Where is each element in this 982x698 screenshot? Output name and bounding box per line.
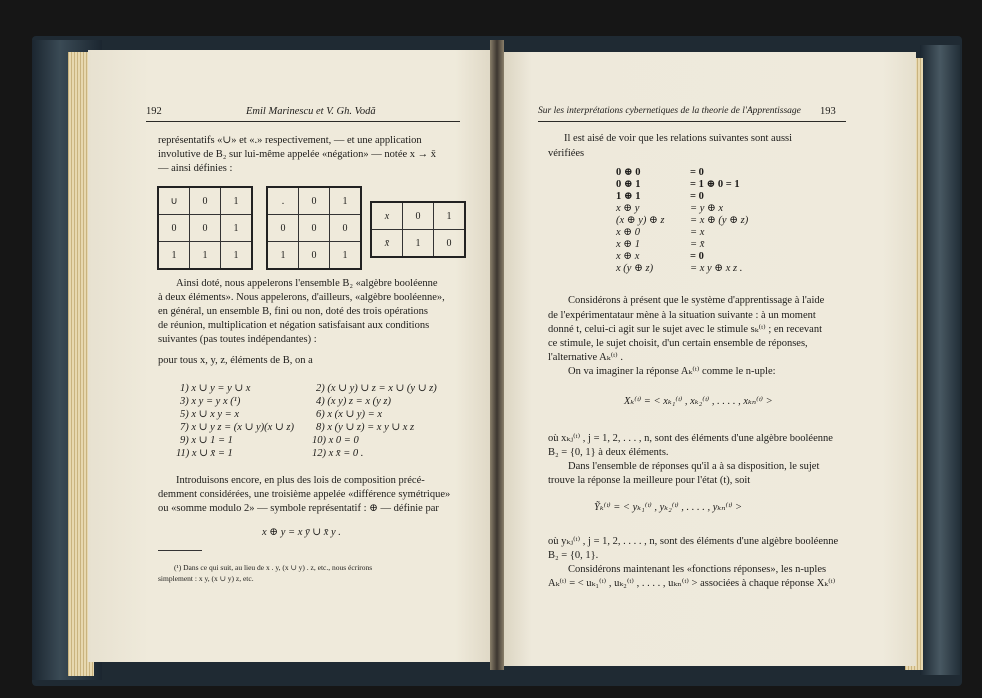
table-cell: 1 [434,202,466,230]
text-line: de réunion, multiplication et négation satisfaisant aux conditions [158,320,430,331]
relation-rhs: = x ⊕ (y ⊕ z) [690,215,749,226]
header-rule [146,121,460,122]
text-line: involutive de B₂ sur lui-même appelée «négation» — notée x → x̄ [158,149,437,160]
relation-lhs: x ⊕ y [616,203,640,214]
axiom: 5) x ∪ x y = x [180,409,240,420]
axiom: 10) x 0 = 0 [312,435,359,446]
text-line: Aₖ⁽ᵗ⁾ = < uₖ₁⁽ᵗ⁾ , uₖ₂⁽ᵗ⁾ , . . . . , uₖₙ⁽ᵗ⁾ > associées à chaque réponse Xₖ⁽ᵗ⁾ [548,578,836,589]
text-line: Ainsi doté, nous appelerons l'ensemble B₂ «algèbre booléenne [176,278,438,289]
formula-x: Xₖ⁽ᵗ⁾ = < xₖ₁⁽ᵗ⁾ , xₖ₂⁽ᵗ⁾ , . . . . , xₖₙ⁽ᵗ⁾ > [624,396,773,407]
axiom: 2) (x ∪ y) ∪ z = x ∪ (y ∪ z) [316,383,437,394]
text-line: Considérons à présent que le système d'apprentissage à l'aide [568,295,825,306]
table-cell: 0 [403,202,434,230]
page-number: 193 [820,106,836,117]
xor-definition: x ⊕ y = x ȳ ∪ x̄ y . [262,527,341,538]
relation-rhs: = x y ⊕ x z . [690,263,743,274]
table-cell: x [371,202,403,230]
relation-lhs: 1 ⊕ 1 [616,191,641,202]
axiom: 1) x ∪ y = y ∪ x [180,383,251,394]
text-line: ce stimule, le sujet choisit, d'un certain ensemble de réponses, [548,338,808,349]
truth-table-or [157,186,253,270]
relation-lhs: (x ⊕ y) ⊕ z [616,215,665,226]
table-cell: 0 [299,215,330,242]
table-cell: 1 [221,242,253,270]
table-cell: ∪ [158,187,190,215]
text-line: suivantes (pas toutes indépendantes) : [158,334,317,345]
relation-lhs: x (y ⊕ z) [616,263,654,274]
axiom: 8) x (y ∪ z) = x y ∪ x z [316,422,415,433]
right-page [498,52,916,666]
text-line: pour tous x, y, z, éléments de B, on a [158,355,313,366]
table-cell: 0 [267,215,299,242]
axiom: 7) x ∪ y z = (x ∪ y)(x ∪ z) [180,422,294,433]
relation-rhs: = 1 ⊕ 0 = 1 [690,179,740,190]
table-cell: 0 [330,215,362,242]
text-line: demment considérées, une troisième appelée «différence symétrique» [158,489,451,500]
axiom: 3) x y = y x (¹) [180,396,241,407]
footnote-line: (¹) Dans ce qui suit, au lieu de x . y, (x ∪ y) . z, etc., nous écrirons [174,563,373,572]
relation-lhs: x ⊕ 0 [616,227,640,238]
text-line: Considérons maintenant les «fonctions réponses», les n-uples [568,564,827,575]
table-cell: 0 [299,187,330,215]
relation-rhs: = x [690,227,705,238]
relation-lhs: 0 ⊕ 0 [616,167,641,178]
table-cell: 1 [221,215,253,242]
axiom: 6) x (x ∪ y) = x [316,409,383,420]
table-cell: 1 [221,187,253,215]
table-cell: 1 [330,187,362,215]
truth-table-and [266,186,362,270]
text-line: vérifiées [548,148,585,159]
text-line: Il est aisé de voir que les relations suivantes sont aussi [564,133,793,144]
text-line: donné t, celui-ci agit sur le sujet avec le stimule sₖ⁽ᵗ⁾ ; en recevant [548,324,822,335]
running-head: Sur les interprétations cybernetiques de la theorie de l'Apprentissage [538,106,801,116]
running-head: Emil Marinescu et V. Gh. Vodă [246,106,376,117]
relation-rhs: = x̄ [690,239,705,250]
text-line: où yₖⱼ⁽ᵗ⁾ , j = 1, 2, . . . . , n, sont des éléments d'une algèbre booléenne [548,536,839,547]
text-line: B₂ = {0, 1}. [548,550,599,561]
footnote-rule [158,550,202,551]
text-line: représentatifs «∪» et «.» respectivement, — et une application [158,135,422,146]
table-cell: . [267,187,299,215]
relation-lhs: x ⊕ x [616,251,640,262]
table-cell: 1 [330,242,362,270]
text-line: à deux éléments». Nous appelerons, d'ailleurs, «algèbre booléenne», [158,292,445,303]
text-line: Dans l'ensemble de réponses qu'il a à sa disposition, le sujet [568,461,820,472]
page-number: 192 [146,106,162,117]
relation-lhs: x ⊕ 1 [616,239,640,250]
axiom: 12) x x̄ = 0 . [312,448,364,459]
table-cell: 0 [158,215,190,242]
text-line: trouve la réponse la meilleure pour l'état (t), soit [548,475,751,486]
table-cell: 0 [299,242,330,270]
relation-rhs: = 0 [690,167,704,178]
text-line: B₂ = {0, 1} à deux éléments. [548,447,669,458]
table-cell: 0 [434,230,466,258]
text-line: On va imaginer la réponse Aₖ⁽ᵗ⁾ comme le n-uple: [568,366,776,377]
left-page [88,50,496,662]
axiom: 9) x ∪ 1 = 1 [180,435,233,446]
table-cell: x̄ [371,230,403,258]
text-line: de l'expérimentataur mène à la situation suivante : à un moment [548,310,816,321]
table-cell: 1 [158,242,190,270]
text-line: ou «somme modulo 2» — symbole représentatif : ⊕ — définie par [158,503,439,514]
table-cell: 1 [267,242,299,270]
text-line: — ainsi définies : [158,163,233,174]
axiom: 4) (x y) z = x (y z) [316,396,392,407]
relation-rhs: = 0 [690,191,704,202]
relation-rhs: = y ⊕ x [690,203,724,214]
relation-lhs: 0 ⊕ 1 [616,179,641,190]
book-cover-right-edge [920,45,960,675]
formula-y: Ỹₖ⁽ᵗ⁾ = < yₖ₁⁽ᵗ⁾ , yₖ₂⁽ᵗ⁾ , . . . . , yₖₙ⁽ᵗ⁾ > [594,502,743,513]
table-cell: 0 [190,215,221,242]
table-cell: 1 [190,242,221,270]
relation-rhs: = 0 [690,251,704,262]
book-gutter [490,40,504,670]
truth-table-not [370,201,466,258]
table-cell: 1 [403,230,434,258]
table-cell: 0 [190,187,221,215]
footnote-line: simplement : x y, (x ∪ y) z, etc. [158,574,254,583]
text-line: Introduisons encore, en plus des lois de composition précé- [176,475,425,486]
text-line: en général, un ensemble B, fini ou non, doté des trois opérations [158,306,429,317]
header-rule [538,121,846,122]
text-line: où xₖⱼ⁽ᵗ⁾ , j = 1, 2, . . . , n, sont des éléments d'une algèbre booléenne [548,433,833,444]
text-line: l'alternative Aₖ⁽ᵗ⁾ . [548,352,623,363]
axiom: 11) x ∪ x̄ = 1 [176,448,233,459]
